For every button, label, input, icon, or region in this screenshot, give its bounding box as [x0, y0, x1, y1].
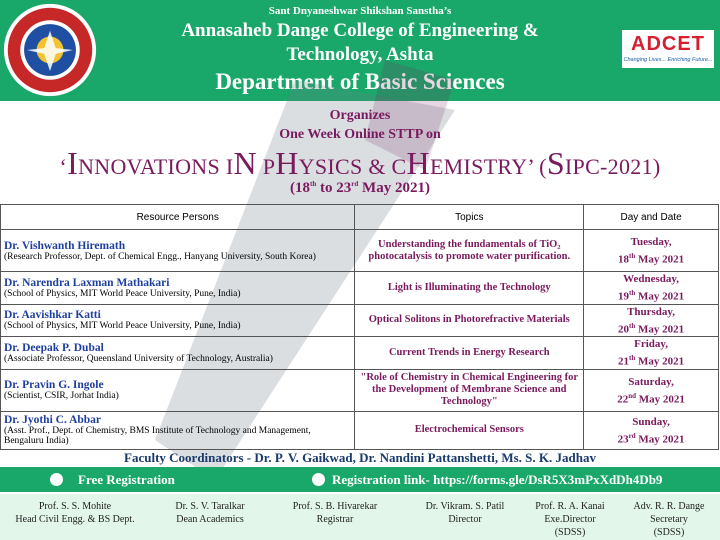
signatory-role: Director	[448, 514, 482, 525]
person-affiliation: (School of Physics, MIT World Peace University, Pune, India)	[4, 321, 241, 332]
date-cell	[584, 411, 719, 449]
day-label: Tuesday,	[630, 235, 672, 248]
signatory	[520, 500, 620, 539]
table-row	[1, 272, 719, 305]
person-name: Dr. Deepak P. Dubal	[4, 342, 104, 355]
table-row	[1, 230, 719, 272]
date-label: 18th May 2021	[618, 251, 685, 266]
topic-cell: Optical Solitons in Photorefractive Materials	[355, 304, 584, 337]
signatory-name: Prof. S. B. Hivarekar	[292, 501, 378, 512]
day-label: Sunday,	[632, 415, 670, 428]
event-dates: (18th to 23rd May 2021)	[290, 180, 430, 196]
person-affiliation: (Asst. Prof., Dept. of Chemistry, BMS Institute of Technology and Management, Bengaluru India)	[4, 426, 311, 447]
organizes-label: Organizes	[329, 108, 391, 123]
date-label: 21th May 2021	[618, 354, 685, 368]
college-name	[170, 19, 550, 67]
department-name: Department of Basic Sciences	[215, 69, 505, 94]
topic-cell: "Role of Chemistry in Chemical Engineering for the Development of Membrane Science and Technology"	[355, 369, 584, 411]
program-label: One Week Online STTP on	[279, 127, 441, 142]
date-label: 19th May 2021	[618, 289, 685, 303]
table-row	[1, 337, 719, 370]
person-affiliation: (Associate Professor, Queensland University of Technology, Australia)	[4, 354, 273, 365]
date-label: 20th May 2021	[618, 321, 685, 336]
signatory	[0, 500, 150, 526]
signatory	[400, 500, 530, 526]
signatory-name: Prof. S. S. Mohite	[38, 501, 112, 512]
person-cell	[1, 230, 355, 272]
person-affiliation: (Research Professor, Dept. of Chemical Engg., Hanyang University, South Korea)	[4, 251, 316, 262]
date-cell	[584, 304, 719, 337]
day-label: Saturday,	[628, 375, 674, 388]
signatory-role: Exe.Director	[544, 514, 596, 525]
topic-cell: Electrochemical Sensors	[355, 411, 584, 449]
table-row	[1, 369, 719, 411]
signatory-name: Adv. R. R. Dange	[633, 501, 705, 512]
faculty-coordinators: Faculty Coordinators - Dr. P. V. Gaikwad, Dr. Nandini Pattanshetti, Ms. S. K. Jadhav	[124, 450, 596, 465]
signatory-name: Prof. R. A. Kanai	[535, 501, 605, 512]
person-affiliation: (School of Physics, MIT World Peace University, Pune, India)	[4, 288, 241, 299]
signatory-role-org: (SDSS)	[653, 527, 685, 538]
header-topics: Topics	[355, 205, 584, 230]
person-name: Dr. Vishwanth Hiremath	[4, 239, 126, 252]
college-name-line1: Annasaheb Dange College of Engineering &	[181, 20, 539, 41]
topic-cell: Current Trends in Energy Research	[355, 337, 584, 370]
society-name: Sant Dnyaneshwar Shikshan Sanstha’s	[268, 5, 452, 17]
person-cell	[1, 369, 355, 411]
registration-link[interactable]: Registration link- https://forms.gle/DsR5X3mPxXdDh4Db9	[332, 472, 663, 487]
person-cell	[1, 411, 355, 449]
signatory	[150, 500, 270, 526]
bullet-icon	[312, 473, 325, 486]
signatory	[270, 500, 400, 526]
day-label: Wednesday,	[623, 273, 680, 285]
signatory-role: Head Civil Engg. & BS Dept.	[15, 514, 135, 525]
logo-tagline: Changing Lives... Enriching Future...	[623, 57, 713, 63]
header-banner	[0, 0, 720, 101]
person-cell	[1, 337, 355, 370]
signatory-role-org: (SDSS)	[554, 527, 586, 538]
person-affiliation: (Scientist, CSIR, Jorhat India)	[4, 391, 119, 402]
schedule-table	[0, 204, 719, 450]
college-name-line2: Technology, Ashta	[286, 44, 434, 65]
footer-signatories	[0, 494, 720, 540]
date-label: 22nd May 2021	[617, 391, 685, 406]
signatory-role: Secretary	[650, 514, 688, 525]
day-label: Thursday,	[627, 305, 676, 318]
date-cell	[584, 272, 719, 305]
table-row	[1, 411, 719, 449]
person-name: Dr. Jyothi C. Abbar	[4, 414, 102, 427]
logo-text: ADCET	[631, 33, 705, 55]
topic-cell: Light is Illuminating the Technology	[355, 272, 584, 305]
person-name: Dr. Pravin G. Ingole	[4, 379, 104, 392]
bullet-icon	[50, 473, 63, 486]
table-header-row	[1, 205, 719, 230]
header-resource-persons: Resource Persons	[1, 205, 355, 230]
signatory-role: Dean Academics	[176, 514, 244, 525]
topic-cell: Understanding the fundamentals of TiO₂ photocatalysis to promote water purification.	[355, 230, 584, 272]
person-name: Dr. Aavishkar Katti	[4, 309, 101, 322]
signatory-role: Registrar	[316, 514, 354, 525]
signatory-name: Dr. S. V. Taralkar	[175, 501, 245, 512]
date-cell	[584, 369, 719, 411]
header-day-date: Day and Date	[584, 205, 719, 230]
date-cell	[584, 230, 719, 272]
date-cell	[584, 337, 719, 370]
signatory-name: Dr. Vikram. S. Patil	[425, 501, 505, 512]
adcet-logo	[622, 30, 714, 68]
table-row	[1, 304, 719, 337]
event-title: ‘INNOVATIONS IN PHYSICS & CHEMISTRY’ (SIPC-2021)	[59, 145, 661, 181]
person-cell	[1, 272, 355, 305]
free-registration-label: Free Registration	[78, 472, 175, 487]
person-cell	[1, 304, 355, 337]
person-name: Dr. Narendra Laxman Mathakari	[4, 276, 170, 289]
registration-bar	[0, 467, 720, 492]
day-label: Friday,	[634, 338, 669, 351]
date-label: 23rd May 2021	[617, 431, 685, 446]
signatory	[618, 500, 720, 539]
